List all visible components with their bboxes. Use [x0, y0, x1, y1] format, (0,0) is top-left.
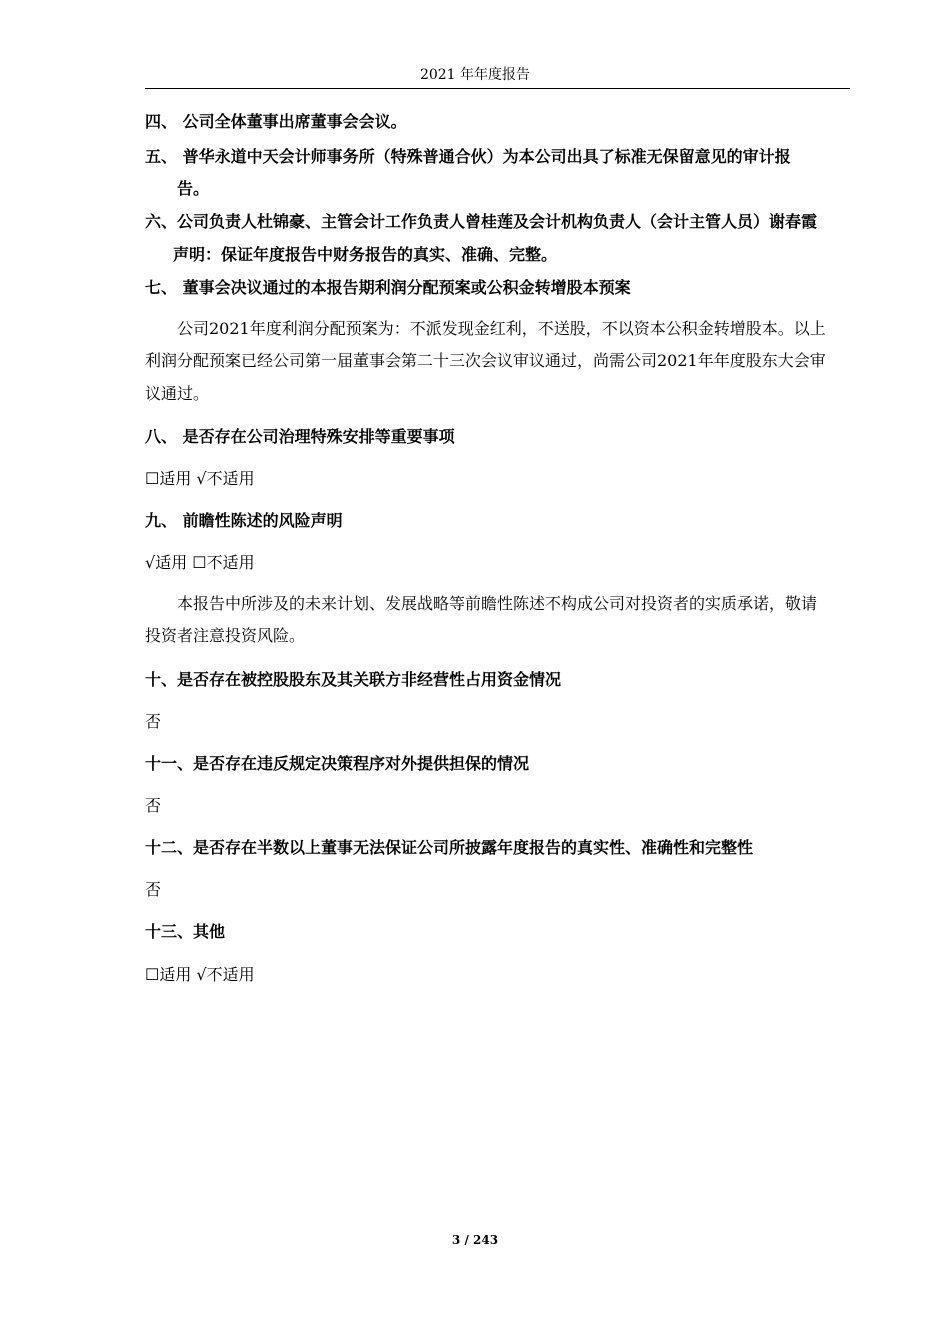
body-text-line: ☐适用 √不适用	[145, 965, 255, 984]
section-heading: 九、 前瞻性陈述的风险声明	[145, 511, 343, 530]
body-text-line: 本报告中所涉及的未来计划、发展战略等前瞻性陈述不构成公司对投资者的实质承诺，敬请	[177, 594, 818, 613]
body-text-line: 投资者注意投资风险。	[145, 626, 306, 645]
page-header-title: 2021 年年度报告	[419, 67, 531, 83]
body-text-line: √适用 ☐不适用	[145, 553, 255, 572]
body-text-line: 利润分配预案已经公司第一届董事会第二十三次会议审议通过，尚需公司2021年年度股东大会审	[145, 351, 826, 370]
body-text-line: 否	[145, 880, 162, 899]
body-text-line: ☐适用 √不适用	[145, 469, 255, 488]
section-heading: 八、 是否存在公司治理特殊安排等重要事项	[145, 427, 455, 446]
section-heading: 十三、其他	[145, 922, 226, 941]
section-heading: 十一、是否存在违反规定决策程序对外提供担保的情况	[145, 754, 530, 773]
body-text-line: 议通过。	[145, 384, 210, 403]
section-heading: 十二、是否存在半数以上董事无法保证公司所披露年度报告的真实性、准确性和完整性	[145, 838, 754, 857]
body-text-line: 公司2021年度利润分配预案为：不派发现金红利，不送股，不以资本公积金转增股本。以上	[177, 319, 826, 338]
section-heading: 声明：保证年度报告中财务报告的真实、准确、完整。	[173, 245, 558, 264]
section-heading: 十、是否存在被控股股东及其关联方非经营性占用资金情况	[145, 670, 562, 689]
body-text-line: 否	[145, 712, 162, 731]
body-text-line: 否	[145, 796, 162, 815]
section-heading: 四、 公司全体董事出席董事会会议。	[145, 112, 407, 131]
section-heading: 七、 董事会决议通过的本报告期利润分配预案或公积金转增股本预案	[145, 278, 631, 297]
section-heading: 六、公司负责人杜锦豪、主管会计工作负责人曾桂莲及会计机构负责人（会计主管人员）谢春霞	[145, 212, 818, 231]
page-number: 3 / 243	[451, 1233, 499, 1247]
section-heading: 五、 普华永道中天会计师事务所（特殊普通合伙）为本公司出具了标准无保留意见的审计报	[145, 147, 791, 166]
section-heading: 告。	[177, 179, 210, 198]
header-divider	[145, 88, 850, 89]
